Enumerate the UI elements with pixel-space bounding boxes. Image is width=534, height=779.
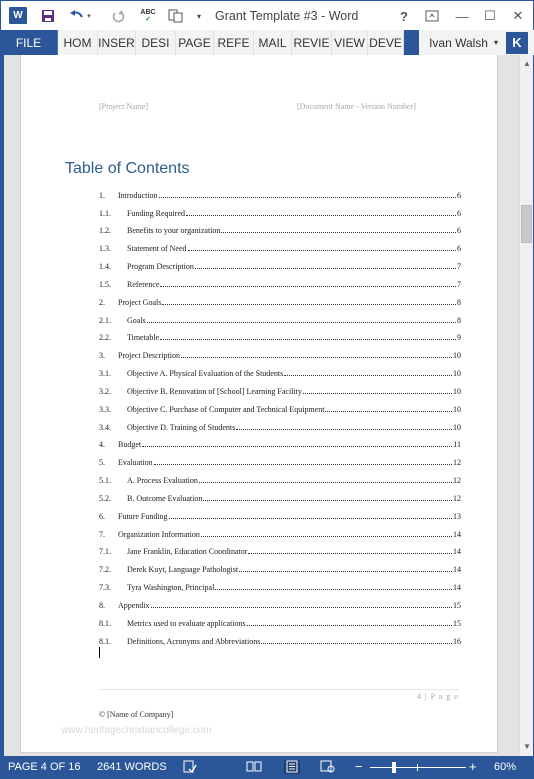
undo-icon[interactable]: ▾ bbox=[67, 7, 93, 25]
toc-entry-page: 16 bbox=[453, 636, 461, 646]
toc-dot-leader bbox=[261, 643, 452, 644]
toc-entry-number: 5.2. bbox=[99, 493, 111, 503]
toc-entry[interactable] bbox=[99, 342, 461, 360]
toc-dot-leader bbox=[247, 625, 452, 626]
toc-entry-page: 12 bbox=[453, 458, 461, 468]
toc-entry[interactable] bbox=[99, 539, 461, 557]
toc-dot-leader bbox=[199, 482, 452, 483]
tab-home[interactable]: HOM bbox=[58, 30, 98, 55]
scroll-thumb[interactable] bbox=[521, 205, 532, 243]
toc-entry-text: Program Description bbox=[127, 262, 194, 272]
toc-entry-page: 10 bbox=[453, 422, 461, 432]
tab-developer[interactable]: DEVE bbox=[368, 30, 404, 55]
tab-review[interactable]: REVIE bbox=[292, 30, 332, 55]
layout-icon[interactable] bbox=[165, 7, 187, 25]
table-of-contents bbox=[99, 182, 461, 646]
toc-entry[interactable] bbox=[99, 325, 461, 343]
toc-dot-leader bbox=[236, 429, 452, 430]
toc-entry[interactable] bbox=[99, 521, 461, 539]
print-layout-icon[interactable] bbox=[284, 760, 300, 774]
close-button[interactable]: ✕ bbox=[512, 8, 524, 23]
toc-entry-page: 6 bbox=[457, 226, 461, 236]
toc-entry-text: A. Process Evaluation bbox=[127, 476, 198, 486]
toc-entry-number: 1.2. bbox=[99, 226, 111, 236]
toc-entry-text: Future Funding bbox=[118, 511, 168, 521]
toc-entry-number: 1.3. bbox=[99, 244, 111, 254]
toc-entry-page: 15 bbox=[453, 618, 461, 628]
ribbon-display-options-icon[interactable] bbox=[419, 5, 445, 27]
footer-company: © [Name of Company] bbox=[99, 710, 174, 719]
toc-dot-leader bbox=[169, 518, 452, 519]
toc-entry-text: Evaluation bbox=[118, 458, 153, 468]
toc-entry-page: 12 bbox=[453, 493, 461, 503]
toc-entry-page: 8 bbox=[457, 297, 461, 307]
toc-entry-page: 7 bbox=[457, 262, 461, 272]
ribbon-tab-bar bbox=[0, 30, 534, 55]
toc-dot-leader bbox=[215, 589, 452, 590]
save-icon[interactable] bbox=[39, 7, 57, 25]
toc-entry-number: 4. bbox=[99, 440, 105, 450]
toc-entry-number: 1.5. bbox=[99, 279, 111, 289]
toc-entry-text: Goals bbox=[127, 315, 146, 325]
toc-dot-leader bbox=[186, 215, 456, 216]
toc-entry[interactable] bbox=[99, 414, 461, 432]
footer-page-number: 4 | P a g e bbox=[417, 692, 459, 701]
toc-entry-text: Funding Required bbox=[127, 208, 185, 218]
spelling-icon[interactable]: ABC ✓ bbox=[140, 9, 156, 23]
vertical-scrollbar[interactable] bbox=[519, 55, 533, 756]
toc-entry[interactable] bbox=[99, 449, 461, 467]
toc-dot-leader bbox=[188, 250, 456, 251]
toc-entry[interactable] bbox=[99, 610, 461, 628]
toc-entry[interactable] bbox=[99, 628, 461, 646]
toc-entry[interactable] bbox=[99, 432, 461, 450]
toc-entry-page: 15 bbox=[453, 600, 461, 610]
toc-entry-number: 1.1. bbox=[99, 208, 111, 218]
toc-entry-page: 12 bbox=[453, 476, 461, 486]
redo-icon[interactable] bbox=[109, 7, 127, 25]
toc-entry-number: 3.3. bbox=[99, 404, 111, 414]
toc-entry-text: Reference bbox=[127, 279, 160, 289]
toc-entry-number: 3.2. bbox=[99, 386, 111, 396]
toc-entry-page: 6 bbox=[457, 208, 461, 218]
toc-entry-number: 2. bbox=[99, 297, 105, 307]
minimize-button[interactable]: — bbox=[455, 8, 469, 24]
user-account[interactable] bbox=[419, 30, 534, 55]
toc-entry-number: 7.2. bbox=[99, 565, 111, 575]
toc-entry-text: Objective C. Purchase of Computer and Technical Equipment bbox=[127, 404, 325, 414]
toc-entry-text: Organization Information bbox=[118, 529, 200, 539]
toc-entry-page: 9 bbox=[457, 333, 461, 343]
toc-entry[interactable] bbox=[99, 378, 461, 396]
toc-entry-page: 14 bbox=[453, 583, 461, 593]
toc-entry[interactable] bbox=[99, 485, 461, 503]
toc-entry-number: 2.1. bbox=[99, 315, 111, 325]
toc-entry-text: Objective D. Training of Students bbox=[127, 422, 236, 432]
zoom-slider[interactable] bbox=[370, 767, 466, 768]
word-app-icon[interactable]: W bbox=[9, 7, 27, 24]
proofing-icon[interactable] bbox=[182, 760, 198, 774]
tab-mailings[interactable]: MAIL bbox=[254, 30, 292, 55]
toc-entry-text: Definitions, Acronyms and Abbreviations bbox=[127, 636, 261, 646]
toc-entry-number: 5.1. bbox=[99, 476, 111, 486]
toc-entry[interactable] bbox=[99, 253, 461, 271]
toc-entry-text: Project Goals bbox=[118, 297, 162, 307]
toc-entry-number: 3. bbox=[99, 351, 105, 361]
toc-dot-leader bbox=[325, 411, 452, 412]
toc-entry[interactable] bbox=[99, 182, 461, 200]
toc-entry[interactable] bbox=[99, 467, 461, 485]
toc-dot-leader bbox=[284, 375, 452, 376]
toc-dot-leader bbox=[142, 446, 452, 447]
toc-entry-text: Project Description bbox=[118, 351, 180, 361]
toc-dot-leader bbox=[303, 393, 452, 394]
toc-entry-text: Jane Franklin, Education Coordinator bbox=[127, 547, 248, 557]
toc-entry-number: 7.3. bbox=[99, 583, 111, 593]
toc-entry-text: Appendix bbox=[118, 600, 150, 610]
toc-entry-number: 1.4. bbox=[99, 262, 111, 272]
zoom-slider-center-tick bbox=[417, 764, 418, 771]
toc-entry-number: 3.1. bbox=[99, 369, 111, 379]
toc-entry-page: 14 bbox=[453, 547, 461, 557]
header-document-name: [Document Name - Version Number] bbox=[297, 102, 416, 111]
toc-entry[interactable] bbox=[99, 574, 461, 592]
toc-entry-page: 6 bbox=[457, 244, 461, 254]
toc-dot-leader bbox=[160, 339, 456, 340]
toc-entry-text: Benefits to your organization bbox=[127, 226, 221, 236]
scroll-down-icon[interactable]: ▼ bbox=[523, 742, 531, 751]
header-project-name: [Project Name] bbox=[99, 102, 149, 111]
watermark: www.heritagechristiancollege.com bbox=[61, 725, 212, 736]
scroll-up-icon[interactable]: ▲ bbox=[523, 59, 531, 68]
toc-entry-page: 13 bbox=[453, 511, 461, 521]
customize-toolbar-icon[interactable]: ▾ bbox=[196, 11, 201, 21]
toc-dot-leader bbox=[203, 500, 452, 501]
toc-entry-page: 11 bbox=[453, 440, 461, 450]
zoom-level[interactable]: 60% bbox=[494, 761, 517, 773]
toc-entry-text: Objective A. Physical Evaluation of the Students bbox=[127, 369, 284, 379]
toc-entry-number: 6. bbox=[99, 511, 105, 521]
toc-entry-number: 8.1. bbox=[99, 618, 111, 628]
toc-title: Table of Contents bbox=[65, 160, 190, 177]
maximize-button[interactable]: ☐ bbox=[484, 8, 496, 23]
status-bar bbox=[0, 756, 534, 779]
tab-view[interactable]: VIEW bbox=[332, 30, 368, 55]
toc-entry[interactable] bbox=[99, 556, 461, 574]
toc-dot-leader bbox=[181, 357, 452, 358]
toc-entry-number: 8. bbox=[99, 600, 105, 610]
toc-entry-page: 7 bbox=[457, 279, 461, 289]
toc-entry[interactable] bbox=[99, 396, 461, 414]
tab-design[interactable]: DESI bbox=[136, 30, 176, 55]
title-bar bbox=[0, 0, 534, 30]
page-count[interactable]: PAGE 4 OF 16 bbox=[8, 761, 81, 773]
toc-entry-page: 8 bbox=[457, 315, 461, 325]
toc-dot-leader bbox=[151, 607, 452, 608]
avatar[interactable]: K bbox=[506, 32, 528, 54]
toc-entry-page: 10 bbox=[453, 386, 461, 396]
toc-entry-number: 5. bbox=[99, 458, 105, 468]
zoom-slider-thumb[interactable] bbox=[392, 762, 396, 773]
toc-dot-leader bbox=[154, 464, 452, 465]
document-area bbox=[0, 55, 534, 756]
toc-entry[interactable] bbox=[99, 307, 461, 325]
toc-entry[interactable] bbox=[99, 289, 461, 307]
document-page[interactable] bbox=[20, 55, 498, 753]
toc-entry-text: B. Outcome Evaluation bbox=[127, 493, 203, 503]
document-title: Grant Template #3 - Word bbox=[215, 9, 359, 23]
toc-dot-leader bbox=[147, 322, 456, 323]
tab-insert[interactable]: INSER bbox=[98, 30, 136, 55]
tab-page-layout[interactable]: PAGE bbox=[176, 30, 214, 55]
toc-entry-text: Timetable bbox=[127, 333, 160, 343]
toc-entry-text: Tyra Washington, Principal bbox=[127, 583, 215, 593]
tab-references[interactable]: REFE bbox=[214, 30, 254, 55]
toc-dot-leader bbox=[201, 536, 452, 537]
toc-entry-page: 10 bbox=[453, 369, 461, 379]
toc-dot-leader bbox=[195, 268, 456, 269]
toc-entry-text: Introduction bbox=[118, 190, 158, 200]
web-layout-icon[interactable] bbox=[320, 760, 336, 774]
user-name: Ivan Walsh bbox=[429, 35, 488, 50]
toc-entry-number: 2.2. bbox=[99, 333, 111, 343]
help-button[interactable]: ? bbox=[400, 8, 408, 24]
toc-entry[interactable] bbox=[99, 271, 461, 289]
word-count[interactable]: 2641 WORDS bbox=[97, 761, 167, 773]
toc-entry[interactable] bbox=[99, 218, 461, 236]
footer-divider bbox=[99, 689, 459, 690]
toc-entry[interactable] bbox=[99, 200, 461, 218]
toc-entry-number: 7. bbox=[99, 529, 105, 539]
toc-entry-number: 8.1. bbox=[99, 636, 111, 646]
text-cursor bbox=[99, 647, 100, 658]
toc-entry[interactable] bbox=[99, 360, 461, 378]
toc-dot-leader bbox=[159, 197, 456, 198]
toc-dot-leader bbox=[239, 571, 452, 572]
toc-entry-text: Derek Kuyt, Language Pathologist bbox=[127, 565, 239, 575]
toc-entry[interactable] bbox=[99, 503, 461, 521]
toc-entry-number: 1. bbox=[99, 190, 105, 200]
read-mode-icon[interactable] bbox=[246, 760, 262, 774]
toc-dot-leader bbox=[221, 232, 456, 233]
toc-dot-leader bbox=[160, 286, 456, 287]
tab-file[interactable]: FILE bbox=[0, 30, 58, 55]
toc-entry-page: 10 bbox=[453, 404, 461, 414]
toc-entry-text: Budget bbox=[118, 440, 142, 450]
toc-entry-number: 3.4. bbox=[99, 422, 111, 432]
toc-entry-page: 14 bbox=[453, 529, 461, 539]
toc-dot-leader bbox=[162, 304, 456, 305]
toc-entry-page: 14 bbox=[453, 565, 461, 575]
toc-entry[interactable] bbox=[99, 592, 461, 610]
toc-entry-text: Statement of Need bbox=[127, 244, 187, 254]
toc-dot-leader bbox=[248, 553, 452, 554]
chevron-down-icon: ▾ bbox=[493, 38, 498, 47]
toc-entry-text: Objective B. Renovation of [School] Learning Facility bbox=[127, 386, 302, 396]
ribbon-tabs bbox=[58, 30, 404, 55]
toc-entry-number: 7.1. bbox=[99, 547, 111, 557]
toc-entry[interactable] bbox=[99, 235, 461, 253]
toc-entry-text: Metrics used to evaluate applications bbox=[127, 618, 246, 628]
toc-entry-page: 10 bbox=[453, 351, 461, 361]
zoom-in-button[interactable]: + bbox=[469, 759, 477, 774]
toc-entry-page: 6 bbox=[457, 190, 461, 200]
zoom-out-button[interactable]: − bbox=[355, 759, 363, 774]
